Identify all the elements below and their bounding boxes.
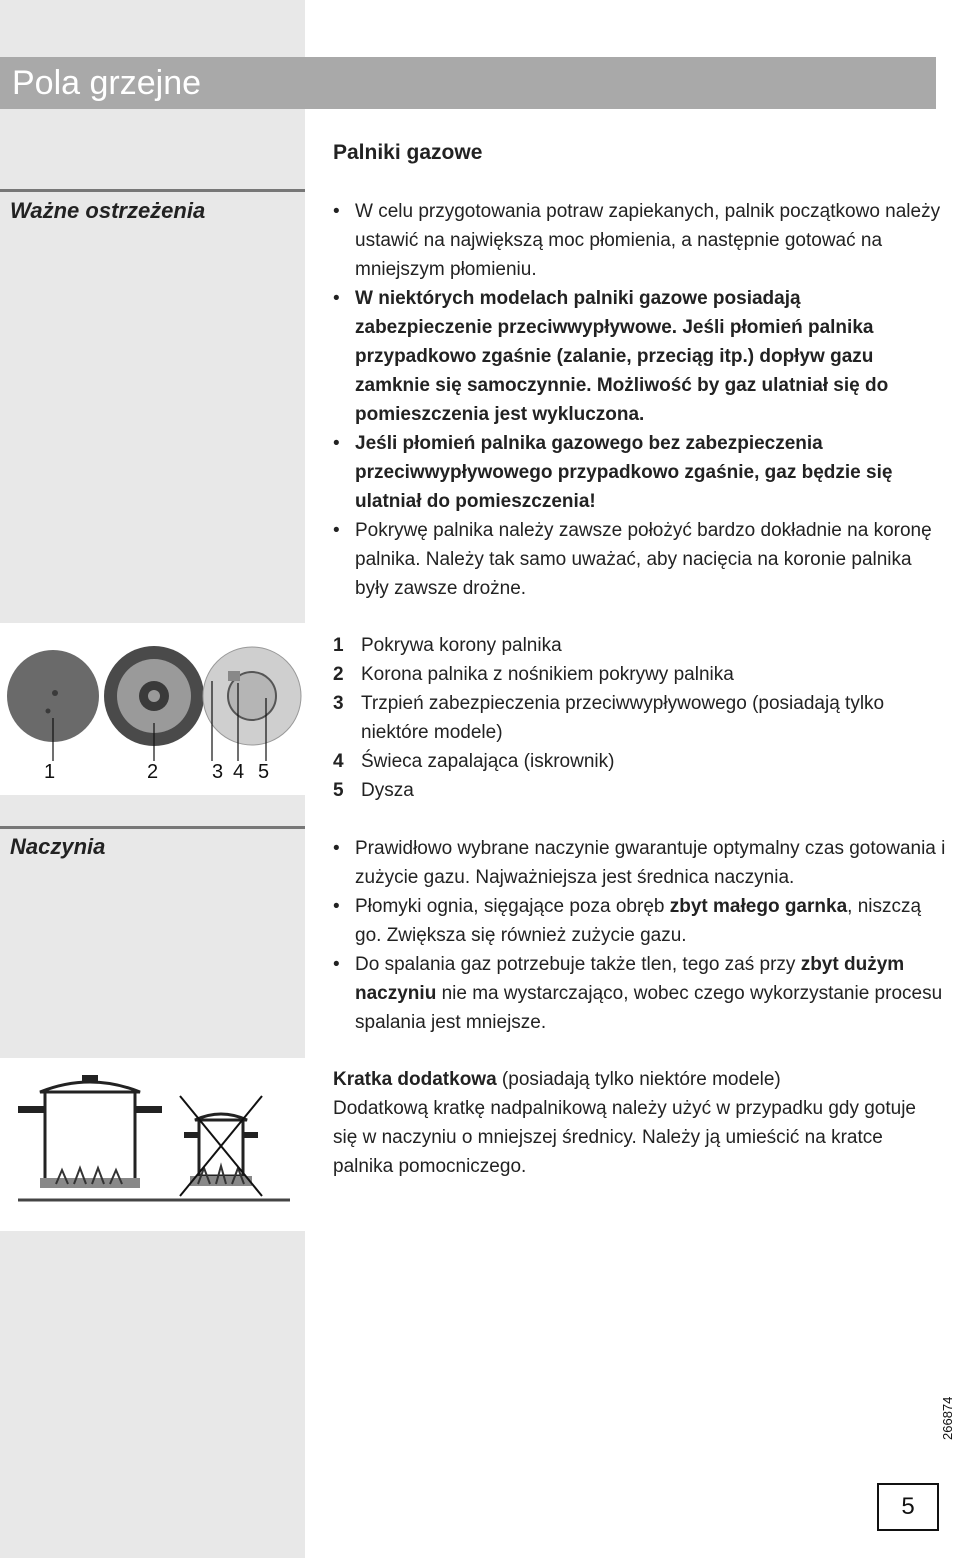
- side-heading-cookware: Naczynia: [10, 834, 106, 859]
- burner-legend: [333, 631, 943, 805]
- legend-text: Dysza: [361, 780, 414, 801]
- figure-label-5: 5: [258, 761, 270, 783]
- legend-text: Pokrywa korony palnika: [361, 635, 562, 656]
- legend-text: Korona palnika z nośnikiem pokrywy palnika: [361, 664, 734, 685]
- bullet-text: W celu przygotowania potraw zapiekanych, palnik początkowo należy ustawić na największą moc płomienia, a następnie gotować na mniejszym płomieniu.: [355, 201, 941, 280]
- legend-item: [333, 689, 943, 747]
- warnings-list: [333, 197, 943, 603]
- bullet-item: [333, 950, 948, 1037]
- legend-number: 4: [333, 751, 344, 772]
- cookware-figure: [0, 1058, 305, 1231]
- legend-item: [333, 660, 943, 689]
- bullet-item: [333, 834, 948, 892]
- page-title: Pola grzejne: [12, 64, 202, 102]
- extra-grate-body: Dodatkową kratkę nadpalnikową należy użyć w przypadku gdy gotuje się w naczyniu o mniejszej średnicy. Należy ją umieścić na kratce palnika pomocniczego.: [333, 1098, 916, 1177]
- bullet-text: zbyt małego garnka: [669, 896, 848, 917]
- legend-number: 2: [333, 664, 344, 685]
- bullet-text: Do spalania gaz potrzebuje także tlen, tego zaś przy: [355, 954, 801, 975]
- large-pot-illustration: [45, 1092, 135, 1184]
- legend-item: [333, 631, 943, 660]
- legend-item: [333, 747, 943, 776]
- section-rule-warnings: [0, 189, 305, 192]
- bullet-text: , niszczą go. Zwiększa się również zużycie gazu.: [355, 896, 922, 946]
- legend-item: [333, 776, 943, 805]
- figure-label-1: 1: [44, 761, 56, 783]
- pot-size-illustration: [0, 1058, 305, 1231]
- extra-grate-title: Kratka dodatkowa (posiadają tylko niektóre modele): [333, 1069, 781, 1090]
- bullet-text: Jeśli płomień palnika gazowego bez zabezpieczenia przeciwwypływowego przypadkowo zgaśnie, gaz będzie się ulatniał do pomieszczenia!: [355, 433, 893, 512]
- legend-number: 5: [333, 780, 344, 801]
- document-code: 266874: [940, 1396, 955, 1440]
- page-title-bar: [0, 57, 936, 109]
- legend-number: 1: [333, 635, 344, 656]
- cookware-list: [333, 834, 948, 1037]
- bullet-item: [333, 892, 948, 950]
- top-spacer: [0, 0, 305, 57]
- bullet-item: [333, 516, 943, 603]
- bullet-item: [333, 429, 943, 516]
- bullet-text: Pokrywę palnika należy zawsze położyć bardzo dokładnie na koronę palnika. Należy tak samo uważać, aby nacięcia na koronie palnika były zawsze drożne.: [355, 520, 932, 599]
- bullet-text: W niektórych modelach palniki gazowe posiadają zabezpieczenie przeciwwypływowe. Jeśli płomień palnika przypadkowo zgaśnie (zalanie, przeciąg itp.) dopływ gazu zamknie się samoczynnie. Możliwość by gaz ulatniał się do pomieszczenia jest wykluczona.: [355, 288, 889, 425]
- legend-text: Świeca zapalająca (iskrownik): [361, 751, 615, 772]
- burner-figure: [0, 623, 305, 795]
- bullet-item: [333, 197, 943, 284]
- section-rule-cookware: [0, 826, 305, 829]
- extra-grate-section: [333, 1065, 943, 1181]
- bullet-text: zbyt dużym naczyniu: [355, 954, 905, 1004]
- bullet-text: nie ma wystarczająco, wobec czego wykorzystanie procesu spalania jest mniejsze.: [355, 983, 943, 1033]
- bullet-item: [333, 284, 943, 429]
- bullet-text: Płomyki ognia, sięgające poza obręb: [355, 896, 670, 917]
- legend-text: Trzpień zabezpieczenia przeciwwypływowego (posiadają tylko niektóre modele): [361, 693, 885, 743]
- legend-number: 3: [333, 693, 344, 714]
- bullet-text: Prawidłowo wybrane naczynie gwarantuje optymalny czas gotowania i zużycie gazu. Najważniejsza jest średnica naczynia.: [355, 838, 946, 888]
- figure-label-4: 4: [233, 761, 245, 783]
- side-heading-warnings: Ważne ostrzeżenia: [10, 198, 206, 223]
- page-number: 5: [877, 1483, 939, 1531]
- section-heading: Palniki gazowe: [333, 141, 483, 164]
- figure-label-3: 3: [212, 761, 224, 783]
- figure-label-2: 2: [147, 761, 159, 783]
